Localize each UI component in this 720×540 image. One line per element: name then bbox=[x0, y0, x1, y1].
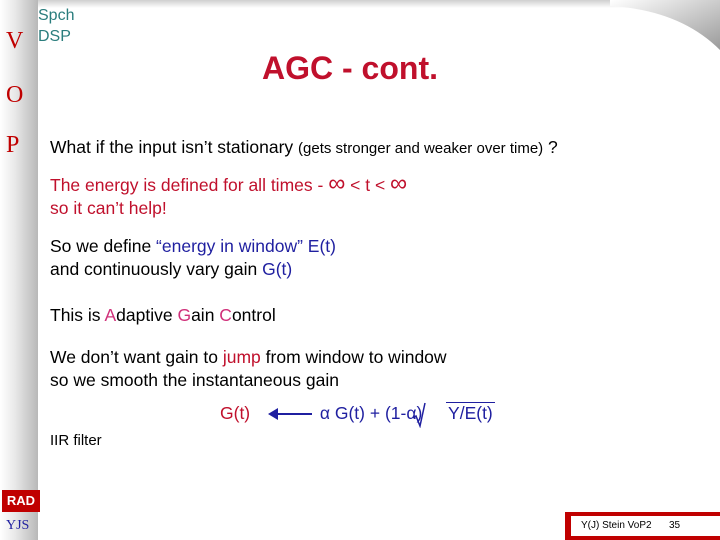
inequality-text: < t < bbox=[345, 175, 391, 195]
formula-rhs: α G(t) + (1-α) bbox=[319, 403, 423, 423]
sqrt-icon bbox=[412, 402, 426, 428]
window-energy-paragraph bbox=[50, 235, 336, 281]
side-letter-v: V bbox=[6, 28, 24, 54]
agc-text: daptive bbox=[116, 305, 178, 325]
question-line bbox=[50, 136, 558, 160]
define-text: So we define bbox=[50, 236, 157, 256]
spch-label: Spch bbox=[38, 7, 75, 24]
dsp-label: DSP bbox=[38, 28, 71, 45]
agc-letter-a: A bbox=[104, 305, 117, 325]
gain-gt: G(t) bbox=[262, 259, 293, 279]
question-paren: (gets stronger and weaker over time) bbox=[298, 140, 544, 157]
formula-lhs: G(t) bbox=[220, 403, 251, 423]
vary-gain-text: and continuously vary gain bbox=[50, 259, 263, 279]
yjs-label: YJS bbox=[6, 518, 30, 533]
footer-box bbox=[571, 516, 720, 536]
smoothing-text: We don’t want gain to bbox=[50, 347, 223, 367]
energy-et: E(t) bbox=[302, 236, 336, 256]
agc-paragraph bbox=[50, 304, 276, 327]
formula-sqrt: Y/E(t) bbox=[448, 403, 493, 423]
iir-filter-label: IIR filter bbox=[50, 432, 102, 449]
question-mark: ? bbox=[548, 137, 558, 157]
cant-help-text: so it can’t help! bbox=[50, 198, 167, 218]
left-arrow-icon bbox=[266, 402, 316, 426]
agc-letter-c: C bbox=[219, 305, 232, 325]
smoothing-text: from window to window bbox=[260, 347, 447, 367]
agc-formula bbox=[220, 403, 495, 424]
agc-text: ain bbox=[191, 305, 220, 325]
corner-swoosh bbox=[610, 0, 720, 50]
agc-text: This is bbox=[50, 305, 105, 325]
page-number: 35 bbox=[669, 520, 681, 531]
side-letter-p: P bbox=[6, 132, 20, 158]
infinity-symbol: ∞ bbox=[328, 170, 346, 197]
energy-paragraph bbox=[50, 172, 407, 220]
footer-source: Y(J) Stein VoP2 bbox=[581, 520, 652, 531]
agc-letter-g: G bbox=[177, 305, 192, 325]
agc-text: ontrol bbox=[231, 305, 276, 325]
smoothing-text: so we smooth the instantaneous gain bbox=[50, 370, 339, 390]
energy-text: The energy is defined for all times - bbox=[50, 175, 329, 195]
energy-in-window: “energy in window” bbox=[156, 236, 303, 256]
rad-logo: RAD bbox=[2, 490, 40, 512]
jump-word: jump bbox=[222, 347, 261, 367]
question-main: What if the input isn’t stationary bbox=[50, 137, 294, 157]
side-letter-o: O bbox=[6, 82, 24, 108]
smoothing-paragraph bbox=[50, 346, 447, 392]
slide-title: AGC - cont. bbox=[262, 50, 438, 86]
infinity-symbol: ∞ bbox=[390, 170, 408, 197]
